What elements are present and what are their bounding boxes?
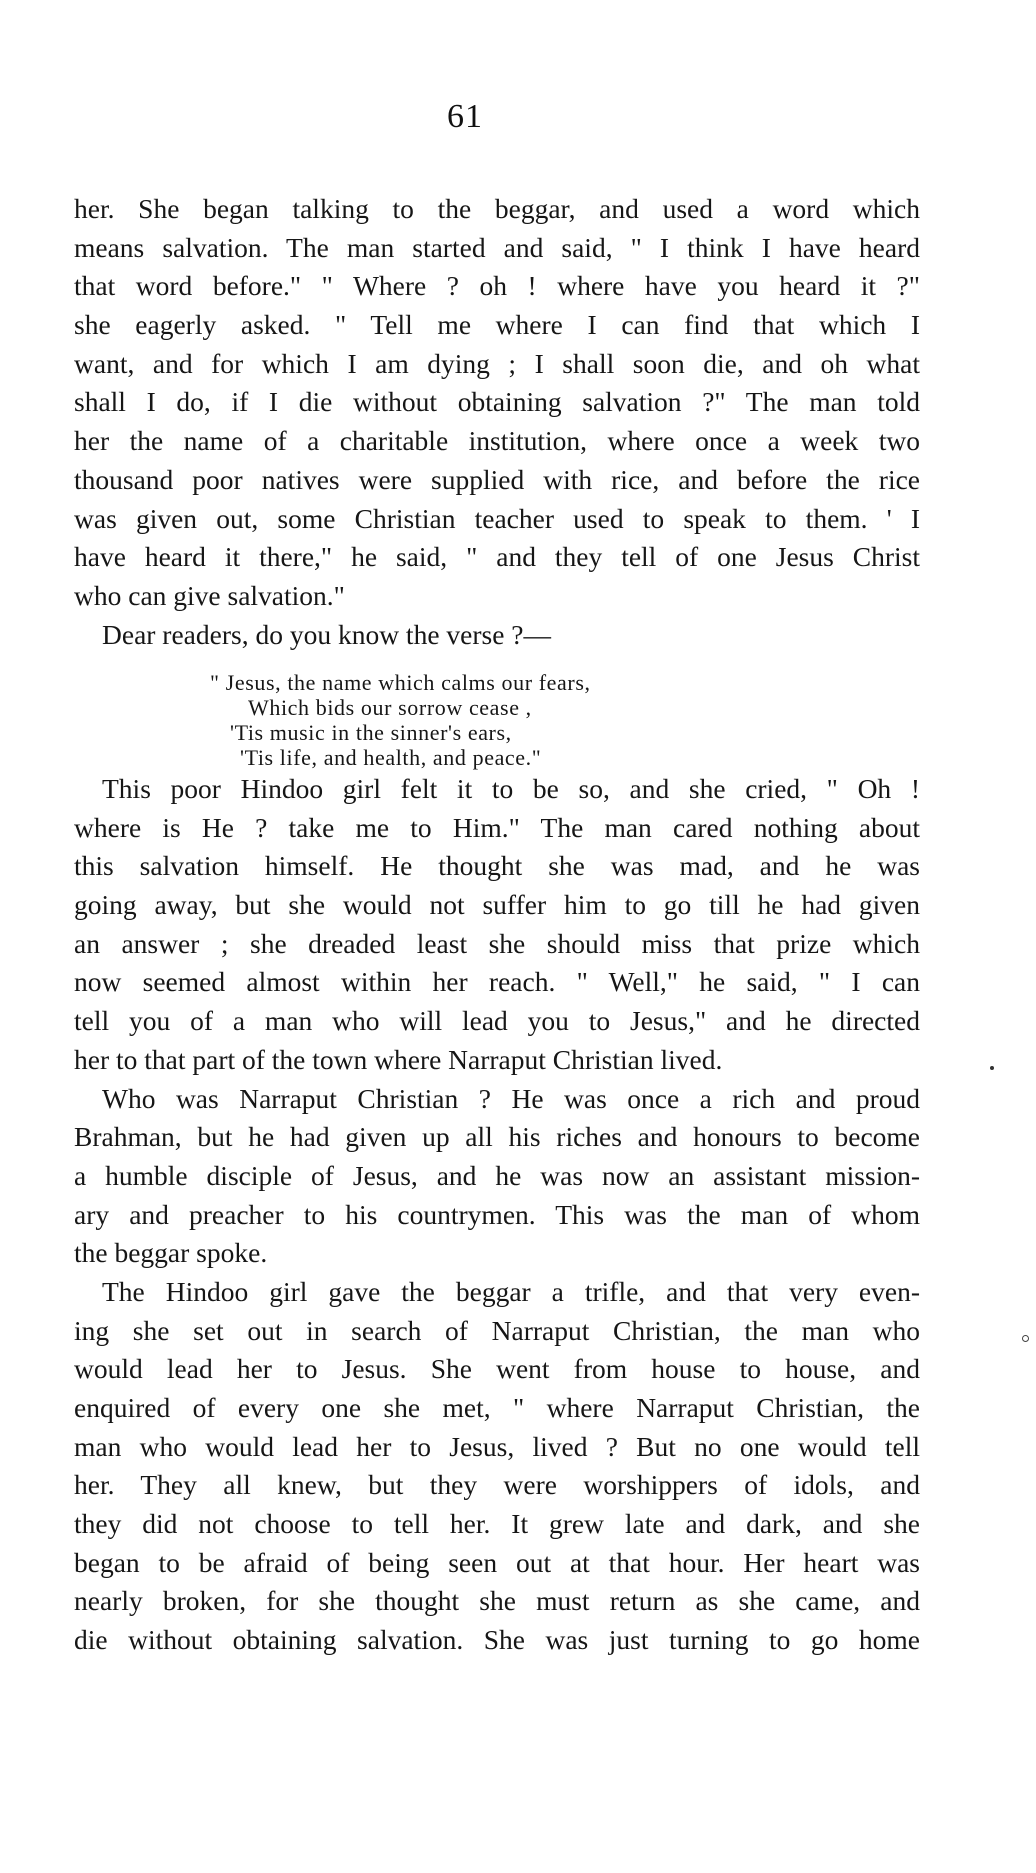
text-line: enquired of every one she met, " where Narraput Christian, the — [74, 1392, 920, 1423]
text-line: this salvation himself. He thought she was mad, and he was — [74, 850, 920, 882]
text-line: have heard it there," he said, " and they tell of one Jesus Christ — [74, 541, 920, 573]
text-line: shall I do, if I die without obtaining salvation ?" The man told — [74, 386, 920, 418]
text-line: they did not choose to tell her. It grew late and dark, and she — [74, 1508, 920, 1540]
text-line: tell you of a man who will lead you to Jesus," and he directed — [74, 1005, 920, 1037]
text-line: her the name of a charitable institution, where once a week two — [74, 425, 920, 457]
verse-line: Which bids our sorrow cease , — [248, 695, 532, 720]
text-line: nearly broken, for she thought she must return as she came, and — [74, 1585, 920, 1617]
verse-line: 'Tis music in the sinner's ears, — [230, 720, 512, 745]
text-line: Brahman, but he had given up all his riches and honours to become — [74, 1121, 920, 1153]
text-line: means salvation. The man started and said, " I think I have heard — [74, 231, 920, 263]
text-line: the beggar spoke. — [74, 1237, 268, 1269]
text-line: her. She began talking to the beggar, and used a word which — [74, 193, 920, 224]
readers-line: Dear readers, do you know the verse ?— — [102, 618, 551, 650]
text-line: who can give salvation." — [74, 579, 345, 611]
text-line: die without obtaining salvation. She was just turning to go home — [74, 1624, 920, 1656]
text-line: began to be afraid of being seen out at that hour. Her heart was — [74, 1546, 920, 1578]
scan-speck — [990, 1066, 994, 1070]
text-line: The Hindoo girl gave the beggar a trifle, and that very even- — [102, 1275, 920, 1307]
text-line: ary and preacher to his countrymen. This was the man of whom — [74, 1198, 920, 1230]
text-line: her. They all knew, but they were worshippers of idols, and — [74, 1469, 920, 1501]
scan-speck — [1022, 1335, 1029, 1342]
verse-line: " Jesus, the name which calms our fears, — [210, 670, 591, 695]
text-line: want, and for which I am dying ; I shall soon die, and oh what — [74, 347, 920, 379]
text-line: thousand poor natives were supplied with rice, and before the rice — [74, 463, 920, 495]
page-number: 61 — [447, 98, 483, 135]
text-line: now seemed almost within her reach. " Well," he said, " I can — [74, 966, 920, 998]
text-line: This poor Hindoo girl felt it to be so, and she cried, " Oh ! — [102, 773, 920, 804]
text-line: Who was Narraput Christian ? He was once a rich and proud — [102, 1082, 920, 1114]
text-line: going away, but she would not suffer him to go till he had given — [74, 889, 920, 921]
paragraph-2-4 — [74, 770, 920, 1660]
text-line: her to that part of the town where Narraput Christian lived. — [74, 1043, 723, 1075]
text-line: man who would lead her to Jesus, lived ? But no one would tell — [74, 1430, 920, 1462]
verse-line: 'Tis life, and health, and peace." — [240, 745, 542, 770]
text-line: ing she set out in search of Narraput Christian, the man who — [74, 1314, 920, 1346]
text-line: would lead her to Jesus. She went from house to house, and — [74, 1353, 920, 1385]
text-line: a humble disciple of Jesus, and he was now an assistant mission- — [74, 1159, 920, 1191]
text-line: she eagerly asked. " Tell me where I can find that which I — [74, 309, 920, 341]
text-line: was given out, some Christian teacher used to speak to them. ' I — [74, 502, 920, 534]
text-line: that word before." " Where ? oh ! where have you heard it ?" — [74, 270, 920, 302]
text-line: an answer ; she dreaded least she should miss that prize which — [74, 927, 920, 959]
paragraph-1 — [74, 190, 920, 654]
verse-quote — [210, 670, 591, 770]
text-line: where is He ? take me to Him." The man cared nothing about — [74, 811, 920, 843]
